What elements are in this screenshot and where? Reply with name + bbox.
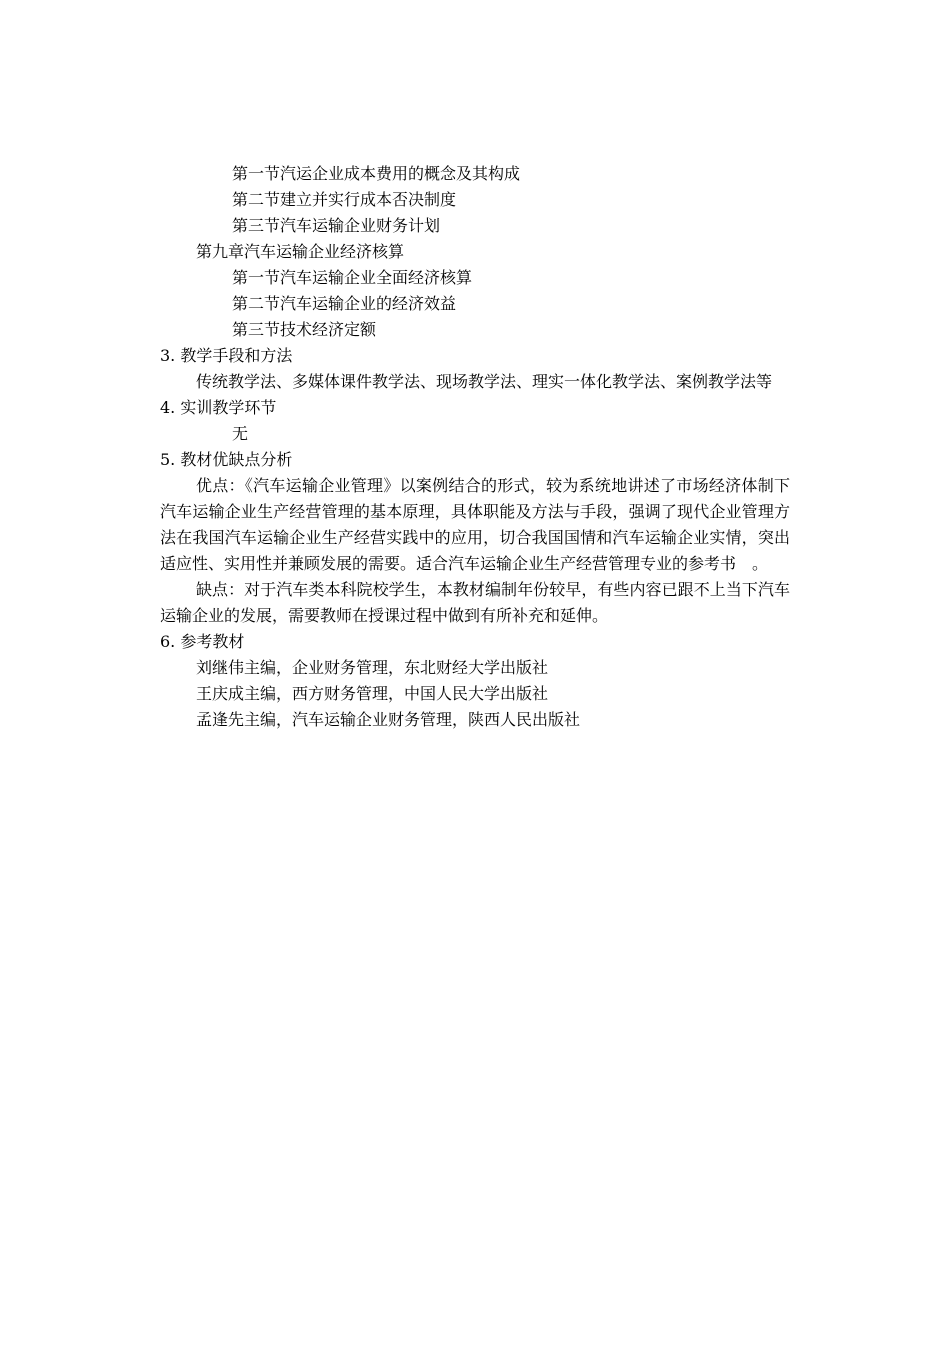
chapter9-section-1: 第一节汽车运输企业全面经济核算 bbox=[232, 268, 473, 287]
section5-pros: 优点：《汽车运输企业管理》以案例结合的形式，较为系统地讲述了市场经济体制下汽车运输企业生产经营管理的基本原理，具体职能及方法与手段，强调了现代企业管理方法在我国汽车运输企业生产经营实践中的应用，切合我国国情和汽车运输企业实情，突出适应性、实用性并兼顾发展的需要。适合汽车运输企业生产经营管理专业的参考书 。 bbox=[160, 476, 790, 573]
section4-body: 无 bbox=[232, 424, 249, 443]
chapter9-section-3: 第三节技术经济定额 bbox=[232, 320, 377, 339]
section5-cons: 缺点：对于汽车类本科院校学生，本教材编制年份较早，有些内容已跟不上当下汽车运输企业的发展，需要教师在授课过程中做到有所补充和延伸。 bbox=[160, 580, 790, 625]
section6-heading: 6. 参考教材 bbox=[160, 632, 245, 651]
chapter8-section-3: 第三节汽车运输企业财务计划 bbox=[232, 216, 441, 235]
section3-heading: 3. 教学手段和方法 bbox=[160, 346, 293, 365]
chapter9-section-2: 第二节汽车运输企业的经济效益 bbox=[232, 294, 457, 313]
section5-heading: 5. 教材优缺点分析 bbox=[160, 450, 293, 469]
section4-heading: 4. 实训教学环节 bbox=[160, 398, 277, 417]
reference-2: 王庆成主编，西方财务管理，中国人民大学出版社 bbox=[196, 684, 549, 703]
document-body bbox=[160, 161, 790, 733]
section3-body: 传统教学法、多媒体课件教学法、现场教学法、理实一体化教学法、案例教学法等 bbox=[196, 372, 773, 391]
reference-3: 孟逢先主编，汽车运输企业财务管理，陕西人民出版社 bbox=[196, 710, 581, 729]
reference-1: 刘继伟主编，企业财务管理，东北财经大学出版社 bbox=[196, 658, 549, 677]
chapter8-section-2: 第二节建立并实行成本否决制度 bbox=[232, 190, 457, 209]
chapter9-title: 第九章汽车运输企业经济核算 bbox=[196, 242, 405, 261]
chapter8-section-1: 第一节汽运企业成本费用的概念及其构成 bbox=[232, 164, 521, 183]
